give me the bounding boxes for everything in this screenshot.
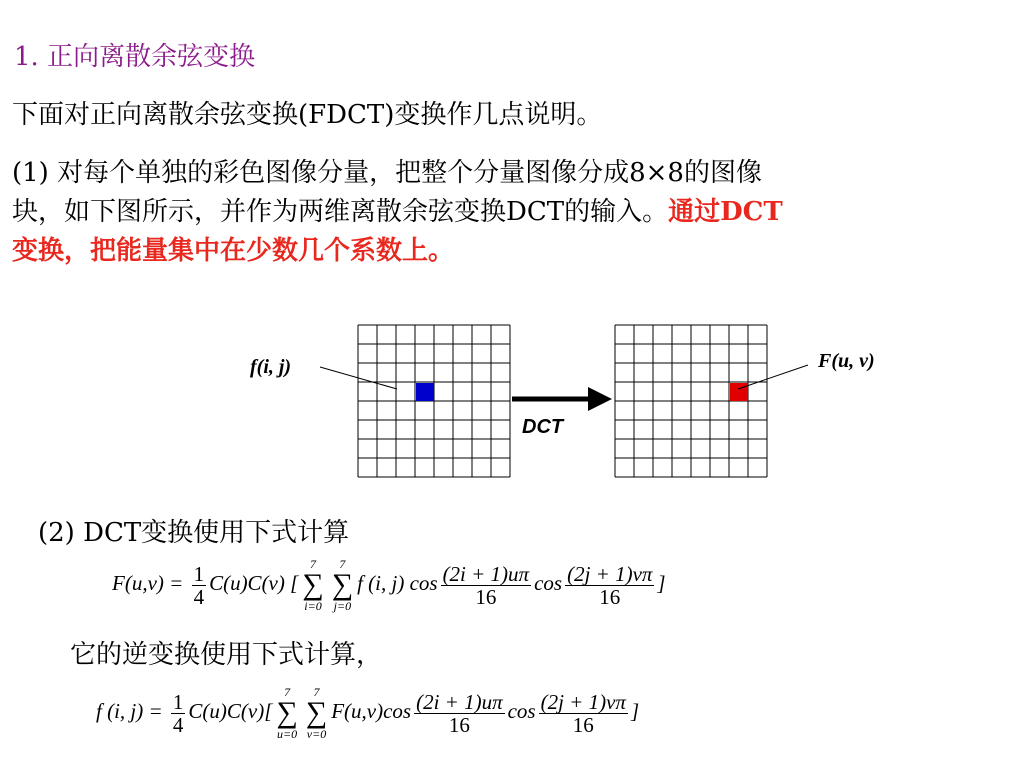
inverse-sum-u xyxy=(276,686,297,740)
inverse-sum-u-lower: u=0 xyxy=(277,727,298,741)
inverse-cc: C(u)C(v)[ xyxy=(188,698,273,723)
inverse-frac1-num: (2i + 1)uπ xyxy=(416,689,503,714)
slide-title: 1. 正向离散余弦变换 xyxy=(14,42,256,72)
forward-sum-i-upper: 7 xyxy=(309,557,316,571)
forward-lhs: F(u,v) = xyxy=(112,570,189,595)
intro-text: 下面对正向离散余弦变换(FDCT)变换作几点说明。 xyxy=(12,100,603,130)
dct-figure xyxy=(240,315,900,485)
point-1-line-1: (1) 对每个单独的彩色图像分量，把整个分量图像分成8×8的图像 xyxy=(12,158,762,188)
inverse-fraction-1 xyxy=(414,691,505,736)
inverse-dct-formula xyxy=(96,686,639,740)
sigma-icon: ∑ xyxy=(331,568,354,601)
forward-frac2-den: 16 xyxy=(599,584,621,609)
forward-close: ] xyxy=(657,570,666,595)
point-1 xyxy=(12,154,1012,271)
inverse-sum-v-lower: v=0 xyxy=(306,727,327,741)
inverse-fraction-2 xyxy=(539,691,628,736)
sigma-icon: ∑ xyxy=(305,696,328,729)
forward-frac1-num: (2i + 1)uπ xyxy=(442,561,530,586)
forward-cc: C(u)C(v) [ xyxy=(209,570,299,595)
input-block-highlight-cell xyxy=(416,383,434,401)
inverse-close: ] xyxy=(630,698,640,723)
forward-sum-j-lower: j=0 xyxy=(333,599,352,613)
inverse-sum-u-upper: 7 xyxy=(284,685,291,699)
forward-coef-num: 1 xyxy=(193,561,205,586)
forward-frac2-num: (2j + 1)vπ xyxy=(567,561,653,586)
forward-body: f (i, j) cos xyxy=(357,570,438,595)
point-1-line-2-text: 块，如下图所示，并作为两维离散余弦变换DCT的输入。 xyxy=(12,197,669,227)
inverse-sum-v xyxy=(306,686,327,740)
inverse-coef-den: 4 xyxy=(172,712,184,737)
sigma-icon: ∑ xyxy=(276,696,298,729)
inverse-frac1-den: 16 xyxy=(448,712,470,737)
point-1-highlight-line-3: 变换，把能量集中在少数几个系数上。 xyxy=(12,236,455,266)
inverse-sum-v-upper: 7 xyxy=(313,685,320,699)
forward-dct-formula xyxy=(112,558,666,612)
forward-cos-2: cos xyxy=(534,570,563,595)
inverse-frac2-den: 16 xyxy=(572,712,594,737)
point-1-highlight-start: 通过DCT xyxy=(668,197,783,227)
dct-arrow-head xyxy=(588,387,612,411)
inverse-coef-num: 1 xyxy=(172,689,184,714)
inverse-cos-2: cos xyxy=(507,698,536,723)
forward-sum-i-lower: i=0 xyxy=(304,599,322,613)
forward-fraction-2 xyxy=(565,563,654,608)
forward-fraction-1 xyxy=(441,563,532,608)
forward-coef-den: 4 xyxy=(193,584,205,609)
output-block-highlight-cell xyxy=(730,383,748,401)
input-label: f(i, j) xyxy=(250,356,292,378)
inverse-body: F(u,v)cos xyxy=(331,698,412,723)
inverse-intro: 它的逆变换使用下式计算， xyxy=(70,640,383,670)
inverse-coefficient xyxy=(171,691,186,736)
forward-coefficient xyxy=(192,563,207,608)
forward-sum-j-upper: 7 xyxy=(339,557,346,571)
inverse-frac2-num: (2j + 1)vπ xyxy=(540,689,626,714)
dct-arrow-label: DCT xyxy=(522,416,564,438)
output-label: F(u, v) xyxy=(818,350,875,372)
point-2: (2) DCT变换使用下式计算 xyxy=(38,518,350,548)
forward-sum-i xyxy=(302,558,323,612)
sigma-icon: ∑ xyxy=(302,568,324,601)
point-1-line-2 xyxy=(12,193,1012,232)
forward-frac1-den: 16 xyxy=(475,584,497,609)
inverse-lhs: f (i, j) = xyxy=(96,698,168,723)
forward-sum-j xyxy=(332,558,353,612)
